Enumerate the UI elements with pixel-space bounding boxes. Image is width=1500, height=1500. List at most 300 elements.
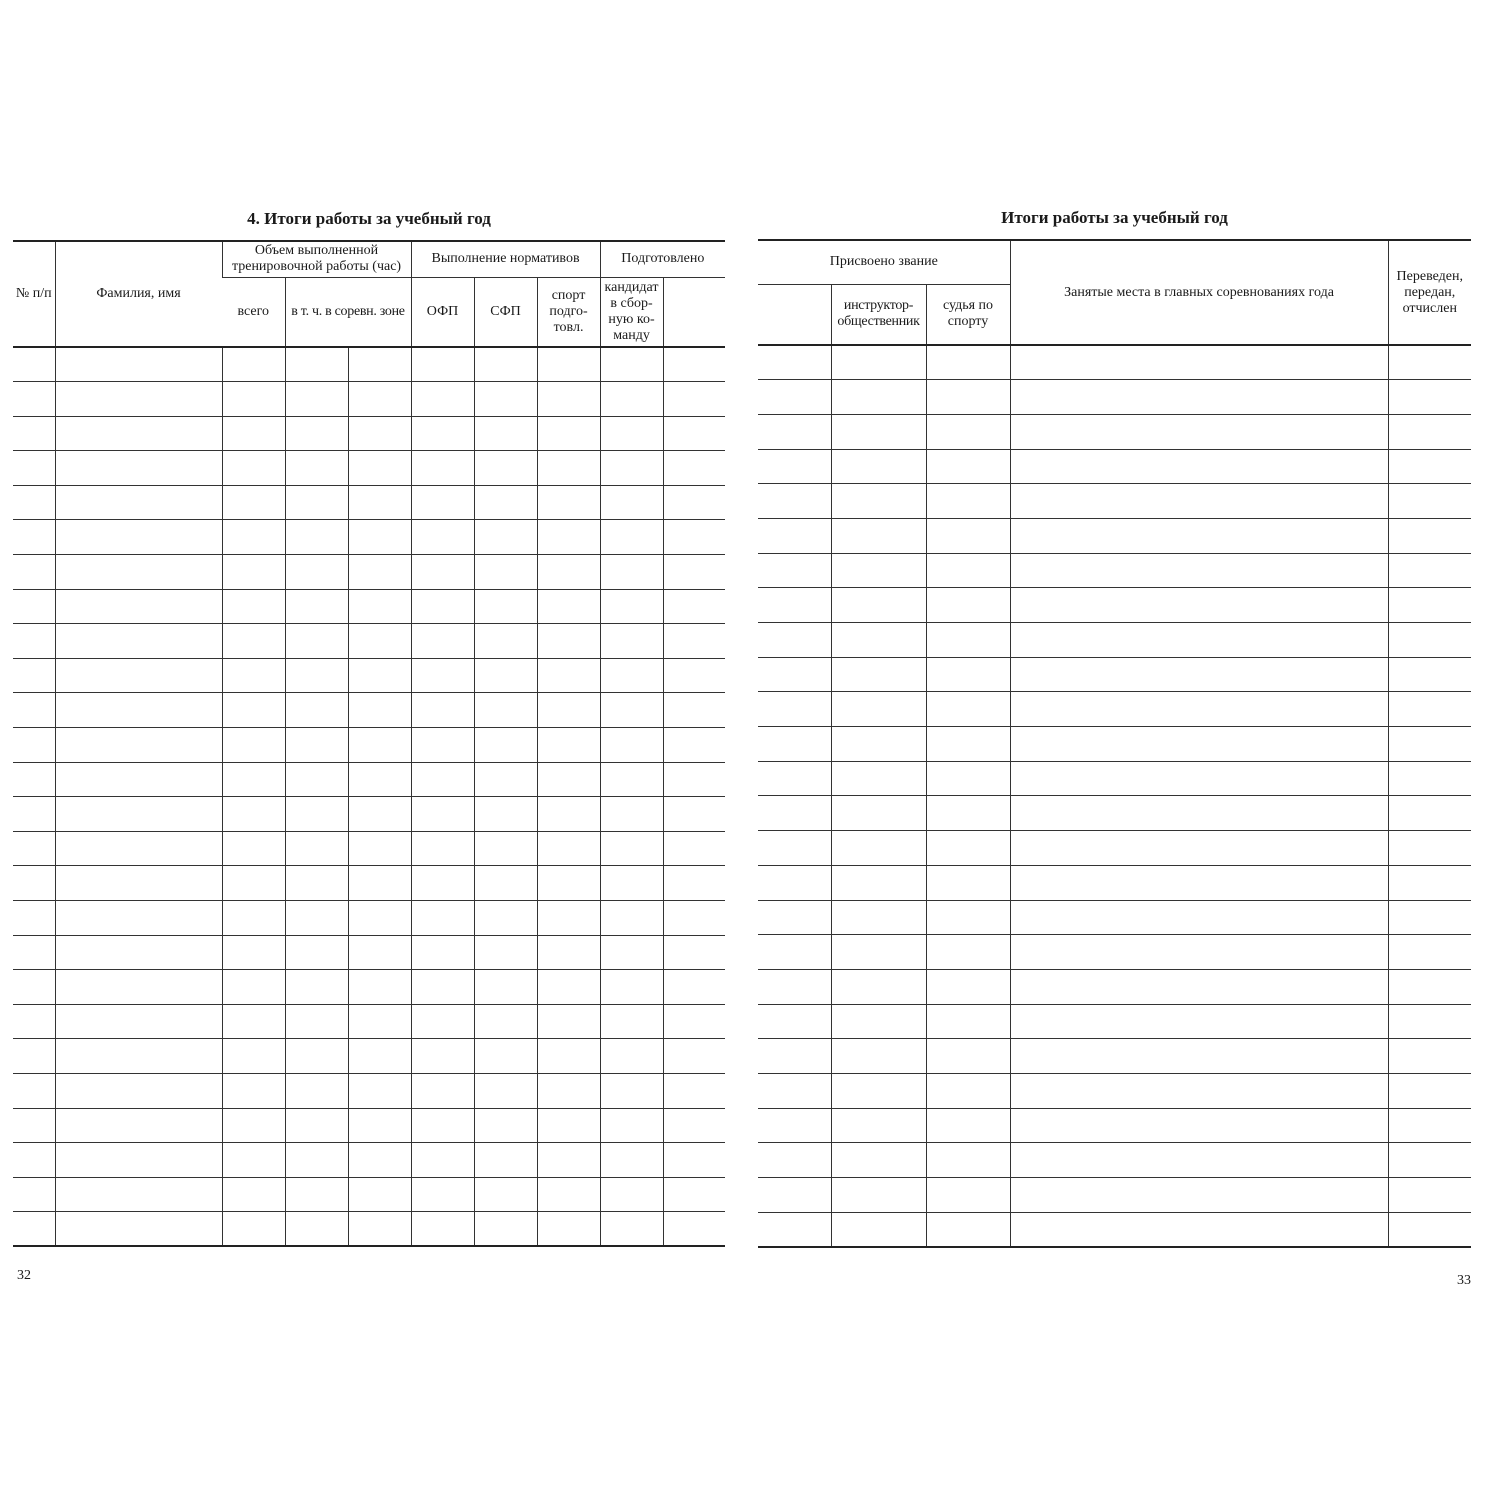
blank-cell[interactable] [537,831,600,866]
blank-cell[interactable] [926,935,1010,970]
blank-cell[interactable] [13,1177,55,1212]
blank-cell[interactable] [600,831,663,866]
blank-cell[interactable] [474,1177,537,1212]
blank-cell[interactable] [831,900,926,935]
blank-cell[interactable] [348,485,411,520]
blank-cell[interactable] [600,382,663,417]
blank-cell[interactable] [285,451,348,486]
blank-cell[interactable] [537,1004,600,1039]
blank-cell[interactable] [831,553,926,588]
blank-cell[interactable] [831,345,926,380]
blank-cell[interactable] [1388,449,1471,484]
blank-cell[interactable] [537,935,600,970]
blank-cell[interactable] [600,728,663,763]
blank-cell[interactable] [348,555,411,590]
blank-cell[interactable] [1388,935,1471,970]
blank-cell[interactable] [663,555,725,590]
blank-cell[interactable] [600,416,663,451]
blank-cell[interactable] [55,1177,222,1212]
blank-cell[interactable] [411,658,474,693]
blank-cell[interactable] [411,797,474,832]
blank-cell[interactable] [1010,1143,1388,1178]
blank-cell[interactable] [1010,727,1388,762]
blank-cell[interactable] [285,1143,348,1178]
blank-cell[interactable] [348,658,411,693]
blank-cell[interactable] [13,485,55,520]
blank-cell[interactable] [537,970,600,1005]
blank-cell[interactable] [348,797,411,832]
blank-cell[interactable] [758,553,831,588]
blank-cell[interactable] [926,623,1010,658]
blank-cell[interactable] [13,451,55,486]
blank-cell[interactable] [348,831,411,866]
blank-cell[interactable] [222,382,285,417]
blank-cell[interactable] [474,520,537,555]
blank-cell[interactable] [348,762,411,797]
blank-cell[interactable] [474,1039,537,1074]
blank-cell[interactable] [55,1143,222,1178]
blank-cell[interactable] [1010,969,1388,1004]
blank-cell[interactable] [663,347,725,382]
blank-cell[interactable] [1388,796,1471,831]
blank-cell[interactable] [285,935,348,970]
blank-cell[interactable] [537,1073,600,1108]
blank-cell[interactable] [348,693,411,728]
blank-cell[interactable] [474,382,537,417]
blank-cell[interactable] [831,865,926,900]
blank-cell[interactable] [1010,449,1388,484]
blank-cell[interactable] [285,901,348,936]
blank-cell[interactable] [222,1177,285,1212]
blank-cell[interactable] [13,1073,55,1108]
blank-cell[interactable] [285,797,348,832]
blank-cell[interactable] [758,1212,831,1247]
blank-cell[interactable] [222,797,285,832]
blank-cell[interactable] [1010,796,1388,831]
blank-cell[interactable] [55,1212,222,1247]
blank-cell[interactable] [758,935,831,970]
blank-cell[interactable] [474,589,537,624]
blank-cell[interactable] [222,347,285,382]
blank-cell[interactable] [348,416,411,451]
blank-cell[interactable] [600,970,663,1005]
blank-cell[interactable] [411,1212,474,1247]
blank-cell[interactable] [55,866,222,901]
blank-cell[interactable] [926,518,1010,553]
blank-cell[interactable] [1388,1178,1471,1213]
blank-cell[interactable] [55,935,222,970]
blank-cell[interactable] [831,484,926,519]
blank-cell[interactable] [222,1039,285,1074]
blank-cell[interactable] [13,935,55,970]
blank-cell[interactable] [1388,414,1471,449]
blank-cell[interactable] [285,693,348,728]
blank-cell[interactable] [222,520,285,555]
blank-cell[interactable] [831,727,926,762]
blank-cell[interactable] [926,553,1010,588]
blank-cell[interactable] [55,416,222,451]
blank-cell[interactable] [55,797,222,832]
blank-cell[interactable] [1010,831,1388,866]
blank-cell[interactable] [13,1143,55,1178]
blank-cell[interactable] [663,1039,725,1074]
blank-cell[interactable] [663,1108,725,1143]
blank-cell[interactable] [1388,761,1471,796]
blank-cell[interactable] [663,624,725,659]
blank-cell[interactable] [926,414,1010,449]
blank-cell[interactable] [537,520,600,555]
blank-cell[interactable] [600,1143,663,1178]
blank-cell[interactable] [474,866,537,901]
blank-cell[interactable] [537,382,600,417]
blank-cell[interactable] [926,1004,1010,1039]
blank-cell[interactable] [758,449,831,484]
blank-cell[interactable] [411,831,474,866]
blank-cell[interactable] [1010,1004,1388,1039]
blank-cell[interactable] [411,1108,474,1143]
blank-cell[interactable] [600,624,663,659]
blank-cell[interactable] [1388,518,1471,553]
blank-cell[interactable] [758,796,831,831]
blank-cell[interactable] [537,728,600,763]
blank-cell[interactable] [13,589,55,624]
blank-cell[interactable] [222,624,285,659]
blank-cell[interactable] [1010,1108,1388,1143]
blank-cell[interactable] [55,382,222,417]
blank-cell[interactable] [285,658,348,693]
blank-cell[interactable] [474,728,537,763]
blank-cell[interactable] [831,831,926,866]
blank-cell[interactable] [1388,553,1471,588]
blank-cell[interactable] [663,762,725,797]
blank-cell[interactable] [222,555,285,590]
blank-cell[interactable] [285,1212,348,1247]
blank-cell[interactable] [474,658,537,693]
blank-cell[interactable] [55,1073,222,1108]
blank-cell[interactable] [13,347,55,382]
blank-cell[interactable] [1010,1073,1388,1108]
blank-cell[interactable] [758,1073,831,1108]
blank-cell[interactable] [537,866,600,901]
blank-cell[interactable] [663,831,725,866]
blank-cell[interactable] [348,970,411,1005]
blank-cell[interactable] [222,1212,285,1247]
blank-cell[interactable] [285,866,348,901]
blank-cell[interactable] [926,484,1010,519]
blank-cell[interactable] [474,970,537,1005]
blank-cell[interactable] [758,831,831,866]
blank-cell[interactable] [663,520,725,555]
blank-cell[interactable] [411,1143,474,1178]
blank-cell[interactable] [600,797,663,832]
blank-cell[interactable] [474,901,537,936]
blank-cell[interactable] [831,1004,926,1039]
blank-cell[interactable] [348,1004,411,1039]
blank-cell[interactable] [831,657,926,692]
blank-cell[interactable] [55,658,222,693]
blank-cell[interactable] [55,1108,222,1143]
blank-cell[interactable] [1010,380,1388,415]
blank-cell[interactable] [411,451,474,486]
blank-cell[interactable] [600,555,663,590]
blank-cell[interactable] [926,692,1010,727]
blank-cell[interactable] [537,347,600,382]
blank-cell[interactable] [1388,380,1471,415]
blank-cell[interactable] [285,382,348,417]
blank-cell[interactable] [411,762,474,797]
blank-cell[interactable] [537,624,600,659]
blank-cell[interactable] [926,657,1010,692]
blank-cell[interactable] [663,451,725,486]
blank-cell[interactable] [222,693,285,728]
blank-cell[interactable] [537,693,600,728]
blank-cell[interactable] [926,831,1010,866]
blank-cell[interactable] [1388,1108,1471,1143]
blank-cell[interactable] [348,901,411,936]
blank-cell[interactable] [474,1004,537,1039]
blank-cell[interactable] [411,1073,474,1108]
blank-cell[interactable] [1388,1212,1471,1247]
blank-cell[interactable] [285,728,348,763]
blank-cell[interactable] [926,588,1010,623]
blank-cell[interactable] [474,831,537,866]
blank-cell[interactable] [926,345,1010,380]
blank-cell[interactable] [222,831,285,866]
blank-cell[interactable] [13,1212,55,1247]
blank-cell[interactable] [474,935,537,970]
blank-cell[interactable] [411,935,474,970]
blank-cell[interactable] [1010,657,1388,692]
blank-cell[interactable] [537,1177,600,1212]
blank-cell[interactable] [758,865,831,900]
blank-cell[interactable] [1388,1004,1471,1039]
blank-cell[interactable] [600,1073,663,1108]
blank-cell[interactable] [474,693,537,728]
blank-cell[interactable] [537,485,600,520]
blank-cell[interactable] [411,693,474,728]
blank-cell[interactable] [831,692,926,727]
blank-cell[interactable] [663,935,725,970]
blank-cell[interactable] [411,1004,474,1039]
blank-cell[interactable] [348,1073,411,1108]
blank-cell[interactable] [600,693,663,728]
blank-cell[interactable] [411,520,474,555]
blank-cell[interactable] [1388,692,1471,727]
blank-cell[interactable] [411,970,474,1005]
blank-cell[interactable] [55,1004,222,1039]
blank-cell[interactable] [411,347,474,382]
blank-cell[interactable] [1010,761,1388,796]
blank-cell[interactable] [926,761,1010,796]
blank-cell[interactable] [411,624,474,659]
blank-cell[interactable] [537,555,600,590]
blank-cell[interactable] [411,1039,474,1074]
blank-cell[interactable] [55,762,222,797]
blank-cell[interactable] [348,382,411,417]
blank-cell[interactable] [222,935,285,970]
blank-cell[interactable] [285,416,348,451]
blank-cell[interactable] [13,416,55,451]
blank-cell[interactable] [222,1143,285,1178]
blank-cell[interactable] [831,761,926,796]
blank-cell[interactable] [831,623,926,658]
blank-cell[interactable] [1388,969,1471,1004]
blank-cell[interactable] [663,1004,725,1039]
blank-cell[interactable] [222,866,285,901]
blank-cell[interactable] [926,865,1010,900]
blank-cell[interactable] [285,970,348,1005]
blank-cell[interactable] [474,416,537,451]
blank-cell[interactable] [348,1108,411,1143]
blank-cell[interactable] [663,658,725,693]
blank-cell[interactable] [411,382,474,417]
blank-cell[interactable] [474,347,537,382]
blank-cell[interactable] [1388,623,1471,658]
blank-cell[interactable] [222,901,285,936]
blank-cell[interactable] [600,1004,663,1039]
blank-cell[interactable] [663,901,725,936]
blank-cell[interactable] [1388,1039,1471,1074]
blank-cell[interactable] [663,1073,725,1108]
blank-cell[interactable] [758,657,831,692]
blank-cell[interactable] [758,1143,831,1178]
blank-cell[interactable] [222,1073,285,1108]
blank-cell[interactable] [1010,623,1388,658]
blank-cell[interactable] [663,866,725,901]
blank-cell[interactable] [831,380,926,415]
blank-cell[interactable] [1010,1212,1388,1247]
blank-cell[interactable] [55,347,222,382]
blank-cell[interactable] [663,1177,725,1212]
blank-cell[interactable] [222,1108,285,1143]
blank-cell[interactable] [758,727,831,762]
blank-cell[interactable] [926,727,1010,762]
blank-cell[interactable] [285,762,348,797]
blank-cell[interactable] [411,866,474,901]
blank-cell[interactable] [600,1212,663,1247]
blank-cell[interactable] [537,797,600,832]
blank-cell[interactable] [831,1178,926,1213]
blank-cell[interactable] [1388,588,1471,623]
blank-cell[interactable] [474,1108,537,1143]
blank-cell[interactable] [758,1039,831,1074]
blank-cell[interactable] [1388,900,1471,935]
blank-cell[interactable] [926,796,1010,831]
blank-cell[interactable] [926,900,1010,935]
blank-cell[interactable] [13,1004,55,1039]
blank-cell[interactable] [1388,345,1471,380]
blank-cell[interactable] [600,1108,663,1143]
blank-cell[interactable] [926,1039,1010,1074]
blank-cell[interactable] [222,589,285,624]
blank-cell[interactable] [411,1177,474,1212]
blank-cell[interactable] [411,901,474,936]
blank-cell[interactable] [537,416,600,451]
blank-cell[interactable] [926,1143,1010,1178]
blank-cell[interactable] [537,1039,600,1074]
blank-cell[interactable] [600,520,663,555]
blank-cell[interactable] [663,1143,725,1178]
blank-cell[interactable] [758,761,831,796]
blank-cell[interactable] [222,970,285,1005]
blank-cell[interactable] [474,797,537,832]
blank-cell[interactable] [663,693,725,728]
blank-cell[interactable] [348,1212,411,1247]
blank-cell[interactable] [1010,484,1388,519]
blank-cell[interactable] [13,728,55,763]
blank-cell[interactable] [926,449,1010,484]
blank-cell[interactable] [926,1073,1010,1108]
blank-cell[interactable] [1010,414,1388,449]
blank-cell[interactable] [758,1004,831,1039]
blank-cell[interactable] [55,693,222,728]
blank-cell[interactable] [926,1178,1010,1213]
blank-cell[interactable] [55,555,222,590]
blank-cell[interactable] [285,831,348,866]
blank-cell[interactable] [758,692,831,727]
blank-cell[interactable] [348,935,411,970]
blank-cell[interactable] [537,762,600,797]
blank-cell[interactable] [222,762,285,797]
blank-cell[interactable] [926,380,1010,415]
blank-cell[interactable] [663,485,725,520]
blank-cell[interactable] [1010,345,1388,380]
blank-cell[interactable] [600,347,663,382]
blank-cell[interactable] [758,588,831,623]
blank-cell[interactable] [663,416,725,451]
blank-cell[interactable] [55,970,222,1005]
blank-cell[interactable] [758,414,831,449]
blank-cell[interactable] [600,658,663,693]
blank-cell[interactable] [285,347,348,382]
blank-cell[interactable] [285,1004,348,1039]
blank-cell[interactable] [1010,553,1388,588]
blank-cell[interactable] [13,797,55,832]
blank-cell[interactable] [285,1039,348,1074]
blank-cell[interactable] [55,1039,222,1074]
blank-cell[interactable] [285,555,348,590]
blank-cell[interactable] [13,382,55,417]
blank-cell[interactable] [926,1108,1010,1143]
blank-cell[interactable] [55,451,222,486]
blank-cell[interactable] [13,693,55,728]
blank-cell[interactable] [758,518,831,553]
blank-cell[interactable] [831,588,926,623]
blank-cell[interactable] [55,831,222,866]
blank-cell[interactable] [474,555,537,590]
blank-cell[interactable] [600,485,663,520]
blank-cell[interactable] [222,658,285,693]
blank-cell[interactable] [600,451,663,486]
blank-cell[interactable] [537,451,600,486]
blank-cell[interactable] [474,485,537,520]
blank-cell[interactable] [537,589,600,624]
blank-cell[interactable] [411,589,474,624]
blank-cell[interactable] [600,866,663,901]
blank-cell[interactable] [1010,1039,1388,1074]
blank-cell[interactable] [926,1212,1010,1247]
blank-cell[interactable] [831,1039,926,1074]
blank-cell[interactable] [348,451,411,486]
blank-cell[interactable] [1010,1178,1388,1213]
blank-cell[interactable] [831,449,926,484]
blank-cell[interactable] [758,900,831,935]
blank-cell[interactable] [663,382,725,417]
blank-cell[interactable] [758,380,831,415]
blank-cell[interactable] [831,796,926,831]
blank-cell[interactable] [411,555,474,590]
blank-cell[interactable] [285,1073,348,1108]
